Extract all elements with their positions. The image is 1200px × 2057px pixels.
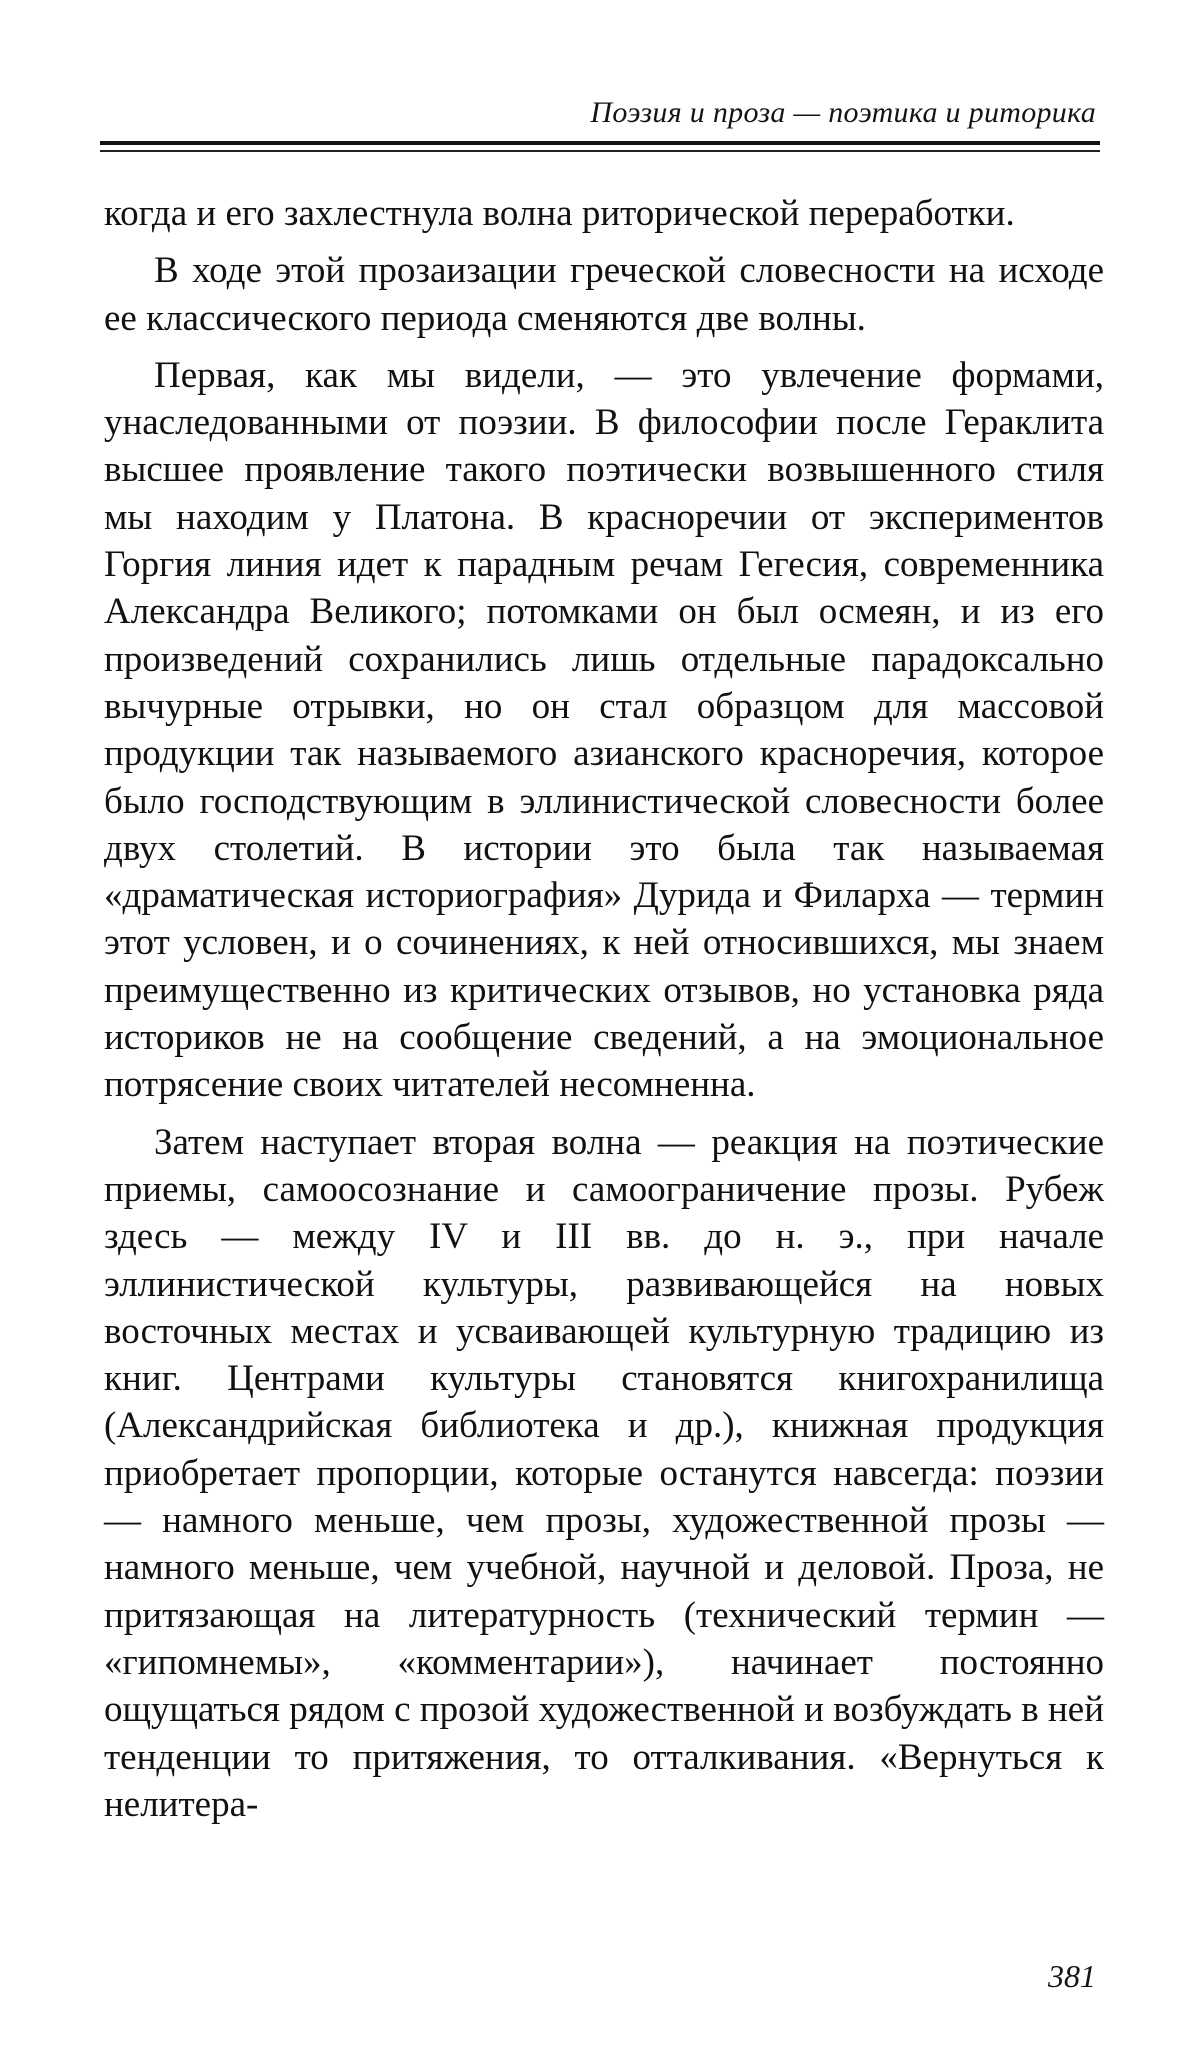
paragraph: Затем наступает вторая волна — реакция на поэтические приемы, самоосознание и самоограничение прозы. Рубеж здесь — между IV и III вв. до н. э., при начале эллинистической культуры, развивающейся на новых восточных местах и усваивающей культурную традицию из книг. Центрами культуры становятся книгохранилища (Александрийская библиотека и др.), книжная продукция приобретает пропорции, которые останутся навсегда: поэзии — намного меньше, чем прозы, художественной прозы — намного меньше, чем учебной, научной и деловой. Проза, не притязающая на литературность (технический термин — «гипомнемы», «комментарии»), начинает постоянно ощущаться рядом с прозой художественной и возбуждать в ней тенденции то притяжения, то отталкивания. «Вернуться к нелитера- [104, 1121, 1104, 1825]
header-rule-secondary [100, 150, 1100, 152]
header-rule [100, 141, 1100, 145]
running-header: Поэзия и проза — поэтика и риторика [590, 96, 1096, 129]
paragraph: Первая, как мы видели, — это увлечение формами, унаследованными от поэзии. В философии после Гераклита высшее проявление такого поэтически возвышенного стиля мы находим у Платона. В красноречии от экспериментов Горгия линия идет к парадным речам Гегесия, современника Александра Великого; потомками он был осмеян, и из его произведений сохранились лишь отдельные парадоксально вычурные отрывки, но он стал образцом для массовой продукции так называемого азианского красноречия, которое было господствующим в эллинистической словесности более двух столетий. В истории это была так называемая «драматическая историография» Дурида и Филарха — термин этот условен, и о сочинениях, к ней относившихся, мы знаем преимущественно из критических отзывов, но установка ряда историков не на сообщение сведений, а на эмоциональное потрясение своих читателей несомненна. [104, 354, 1104, 1106]
page-number: 381 [1048, 1958, 1096, 1994]
paragraph-continuation: когда и его захлестнула волна риторической переработки. [104, 193, 1015, 234]
body-text [104, 190, 1104, 1828]
paragraph: В ходе этой прозаизации греческой словесности на исходе ее классического периода сменяются две волны. [104, 250, 1104, 339]
